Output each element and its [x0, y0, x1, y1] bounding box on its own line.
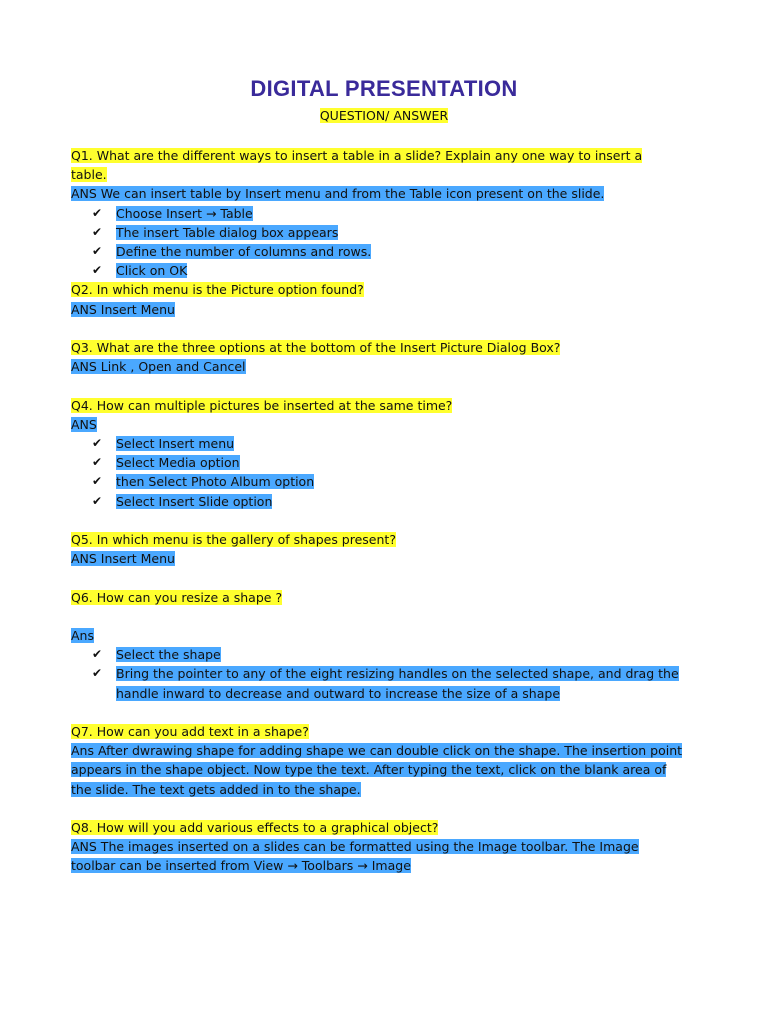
page-title: DIGITAL PRESENTATION — [250, 76, 518, 101]
q6-answer: Ans — [71, 628, 94, 643]
q3-answer: ANS Link , Open and Cancel — [71, 359, 246, 375]
q4-question: Q4. How can multiple pictures be inserted at the same time? — [71, 397, 453, 413]
q8-answer-line-1: ANS The images inserted on a slides can be formatted using the Image toolbar. The Image — [71, 839, 639, 855]
q6-step-2: ✔ Bring the pointer to any of the eight resizing handles on the selected shape, and drag the handle inward to decrease and outward to increase the size of a shape — [92, 666, 679, 701]
q4-step-2: ✔ Select Media option — [71, 453, 701, 472]
spacer — [71, 319, 701, 338]
page-subtitle — [0, 108, 768, 123]
q1-question-line-2: table. — [71, 167, 107, 183]
check-icon: ✔ — [92, 205, 103, 220]
check-icon: ✔ — [92, 455, 103, 470]
q2-question: Q2. In which menu is the Picture option found? — [71, 282, 364, 298]
q1-step-2: ✔ The insert Table dialog box appears — [71, 223, 701, 242]
q7-answer-line-2: appears in the shape object. Now type the text. After typing the text, click on the blank area of — [71, 762, 667, 778]
q5-answer: ANS Insert Menu — [71, 551, 175, 567]
q8-question: Q8. How will you add various effects to a graphical object? — [71, 820, 439, 835]
check-icon: ✔ — [92, 244, 103, 259]
q1-step-3: ✔ Define the number of columns and rows. — [71, 242, 701, 261]
spacer — [71, 703, 701, 722]
q4-step-3: ✔ then Select Photo Album option — [71, 472, 701, 491]
q3-question: Q3. What are the three options at the bottom of the Insert Picture Dialog Box? — [71, 340, 561, 356]
check-icon: ✔ — [92, 493, 103, 508]
q4-step-1: ✔ Select Insert menu — [71, 434, 701, 453]
spacer — [71, 376, 701, 395]
q2-answer: ANS Insert Menu — [71, 301, 175, 317]
check-icon: ✔ — [92, 647, 103, 662]
q4-step-4: ✔ Select Insert Slide option — [71, 492, 701, 511]
spacer — [71, 568, 701, 587]
q1-step-1: ✔ Choose Insert → Table — [71, 204, 701, 223]
q1-answer: ANS We can insert table by Insert menu and from the Table icon present on the slide. — [71, 186, 605, 202]
check-icon: ✔ — [92, 666, 103, 681]
q4-answer: ANS — [71, 416, 97, 432]
qa-content — [71, 146, 701, 876]
q7-answer-line-3: the slide. The text gets added in to the shape. — [71, 781, 361, 797]
q1-step-4: ✔ Click on OK — [71, 261, 701, 280]
check-icon: ✔ — [92, 474, 103, 489]
q6-question: Q6. How can you resize a shape ? — [71, 589, 283, 605]
check-icon: ✔ — [92, 224, 103, 239]
q5-question: Q5. In which menu is the gallery of shapes present? — [71, 532, 396, 548]
spacer — [71, 799, 701, 818]
q1-question-line-1: Q1. What are the different ways to insert a table in a slide? Explain any one way to insert a — [71, 148, 643, 163]
q7-question: Q7. How can you add text in a shape? — [71, 724, 309, 739]
spacer — [71, 511, 701, 530]
q6-step-1: ✔ Select the shape — [71, 645, 701, 664]
spacer — [71, 607, 701, 626]
check-icon: ✔ — [92, 263, 103, 278]
subtitle-text: QUESTION/ ANSWER — [319, 108, 449, 123]
q7-answer-line-1: Ans After dwrawing shape for adding shape we can double click on the shape. The insertion point — [71, 743, 683, 759]
q8-answer-line-2: toolbar can be inserted from View → Toolbars → Image — [71, 858, 411, 874]
check-icon: ✔ — [92, 436, 103, 451]
